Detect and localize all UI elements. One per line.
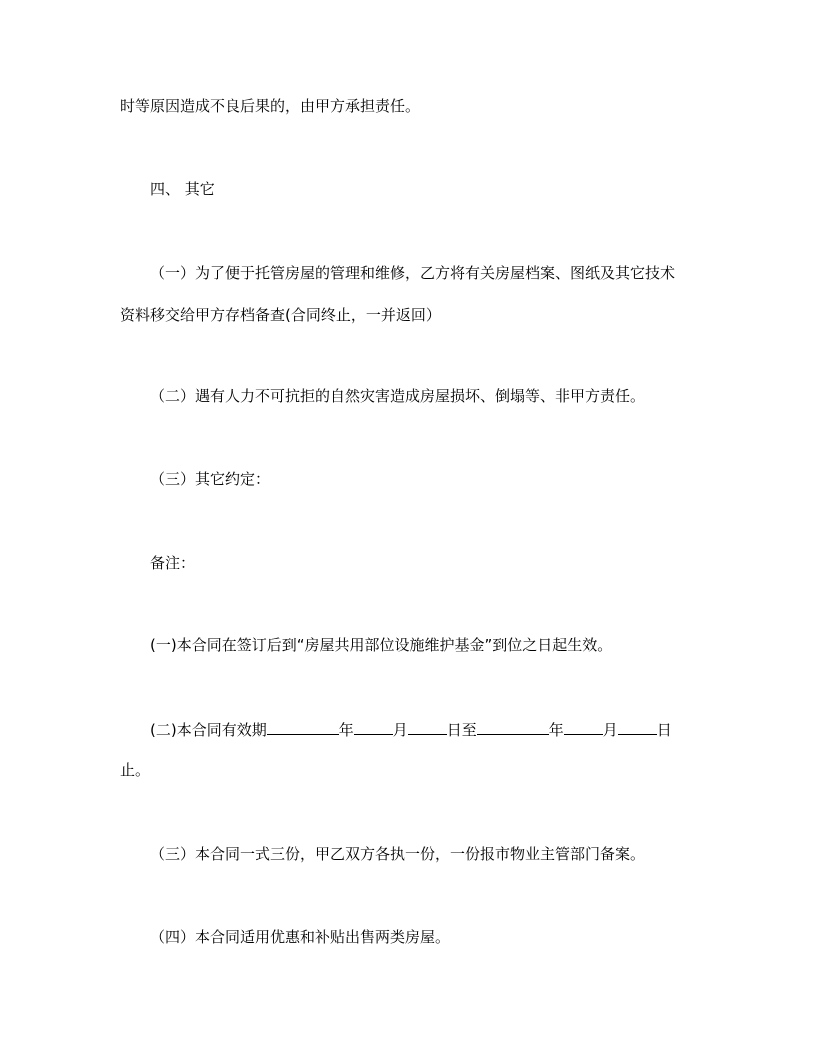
note-two-line-one <box>150 718 672 740</box>
note-one: (一)本合同在签订后到“房屋共用部位设施维护基金”到位之日起生效。 <box>150 636 613 654</box>
paragraph-continuation: 时等原因造成不良后果的，由甲方承担责任。 <box>120 97 421 115</box>
end-year-blank <box>477 718 549 735</box>
section-four-heading: 四、 其它 <box>150 180 215 198</box>
start-month-label: 月 <box>392 721 408 739</box>
note-four: （四）本合同适用优惠和补贴出售两类房屋。 <box>150 928 451 946</box>
item-three: （三）其它约定： <box>150 470 271 488</box>
end-month-blank <box>564 718 603 735</box>
start-day-blank <box>408 718 447 735</box>
item-two: （二）遇有人力不可抗拒的自然灾害造成房屋损坏、倒塌等、非甲方责任。 <box>150 387 646 405</box>
end-day-blank <box>618 718 657 735</box>
start-month-blank <box>354 718 393 735</box>
note-three: （三）本合同一式三份，甲乙双方各执一份，一份报市物业主管部门备案。 <box>150 845 646 863</box>
start-day-to-label: 日至 <box>446 721 477 739</box>
note-two-prefix: (二)本合同有效期 <box>150 721 267 739</box>
end-year-label: 年 <box>548 721 564 739</box>
notes-heading: 备注： <box>150 554 196 572</box>
start-year-label: 年 <box>338 721 354 739</box>
note-two-line-two: 止。 <box>120 761 151 779</box>
item-one-line-two: 资料移交给甲方存档备查(合同终止，一并返回） <box>120 306 441 324</box>
item-one-line-one: （一）为了便于托管房屋的管理和维修，乙方将有关房屋档案、图纸及其它技术 <box>150 264 676 282</box>
start-year-blank <box>267 718 339 735</box>
end-day-label: 日 <box>656 721 672 739</box>
end-month-label: 月 <box>602 721 618 739</box>
